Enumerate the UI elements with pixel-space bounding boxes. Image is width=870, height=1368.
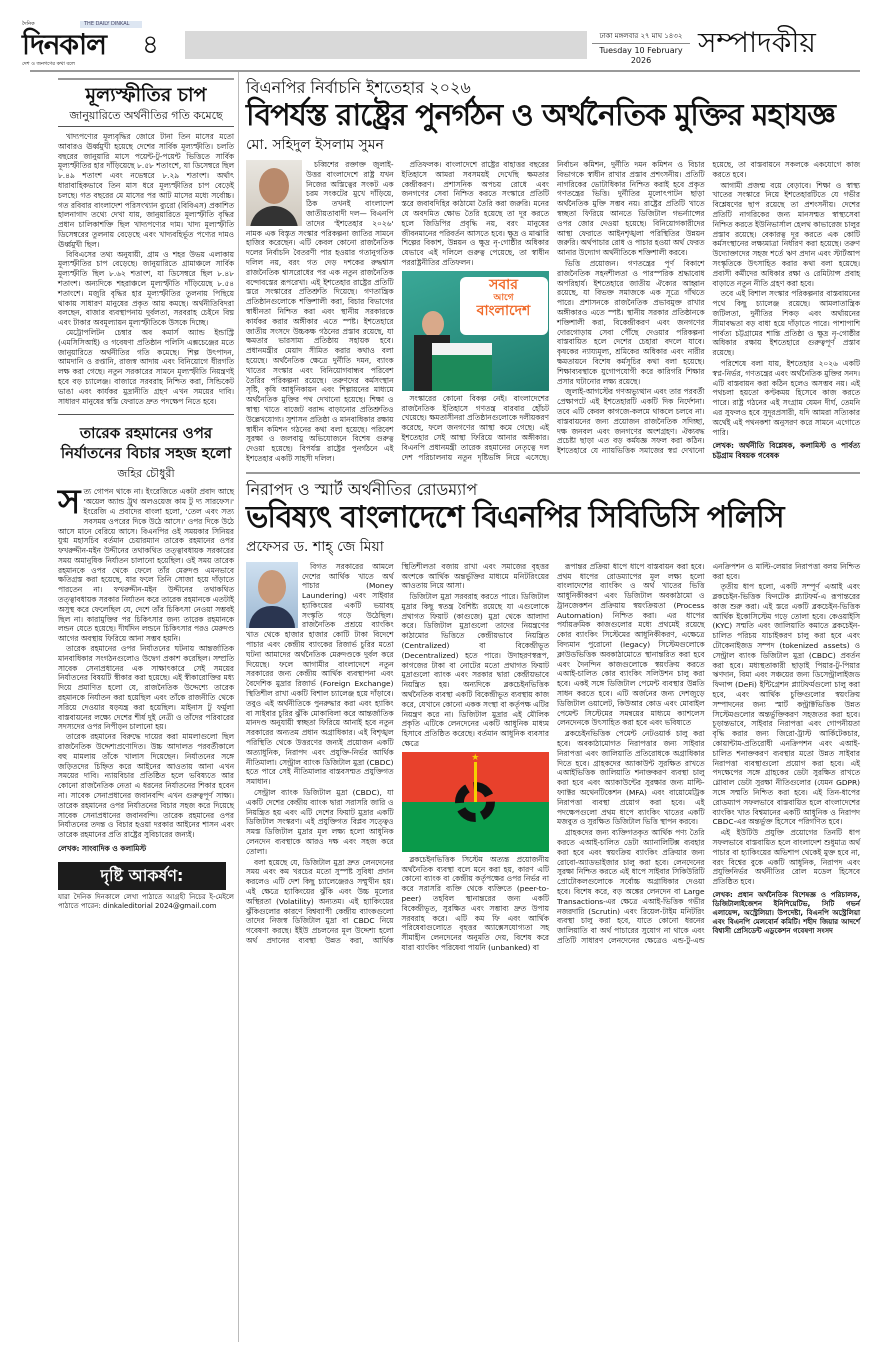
masthead-tag: THE DAILY DINKAL xyxy=(80,21,142,28)
notice-text: যারা দৈনিক দিনকালে লেখা পাঠাতে আগ্রহী নিচের ই-মেইলে পাঠাতে পারেন: dinkaleditorial 2024@gmail.com xyxy=(58,892,234,910)
drop-cap: স xyxy=(58,482,81,523)
divider xyxy=(58,414,234,415)
article-subtitle: জানুয়ারিতে অর্থনীতির গতি কমেছে xyxy=(58,108,234,127)
left-column xyxy=(58,78,234,911)
article-body: খাদ্যপণ্যের মূল্যবৃদ্ধির জোরে টানা তিন মাসের মতো আবারও ঊর্ধ্বমুখী হয়েছে দেশের সার্বিক মূল্যস্ফীতি। চলতি বছরের জানুয়ারি মাসে পয়েন্ট-টু-পয়েন্ট ভিত্তিতে সার্বিক মূল্যস্ফীতির হার দাঁড়িয়েছে ৮.৫৮ শতাংশে, যা ডিসেম্বরে ছিল ৮.৪৯ শতাংশ এবং নভেম্বরে ৮.২৯ শতাংশ। অর্থাৎ ধারাবাহিকভাবে তিন মাস ধরে মূল্যস্ফীতির চাপ বেড়েই চলছে। গত বছরের মে মাসের পর আট মাসের মধ্যে সর্বোচ্চ। গত রবিবার বাংলাদেশ পরিসংখ্যান ব্যুরো (বিবিএস) প্রকাশিত হালনাগাদ তথ্যে দেখা যায়, জানুয়ারিতে মূল্যস্ফীতি বৃদ্ধির প্রধান চালিকাশক্তি ছিল খাদ্যপণ্যের দাম। খাদ্য মূল্যস্ফীতি ডিসেম্বরের তুলনায় বেড়েছে এবং খাদ্যবহির্ভূত পণ্যের দামও ঊর্ধ্বমুখী ছিল। বিবিএসের তথ্য অনুযায়ী, গ্রাম ও শহর উভয় এলাকায় মূল্যস্ফীতির চাপ বেড়েছে। জানুয়ারিতে গ্রামাঞ্চলে সার্বিক মূল্যস্ফীতি ছিল ৮.৬২ শতাংশ, যা ডিসেম্বরে ছিল ৮.৪৮ শতাংশ। অন্যদিকে শহরাঞ্চলে মূল্যস্ফীতি দাঁড়িয়েছে ৮.৫৪ শতাংশে। মজুরি বৃদ্ধির হার মূল্যস্ফীতির তুলনায় পিছিয়ে থাকায় সাধারণ মানুষের প্রকৃত আয় কমছে। অর্থনীতিবিদরা বলছেন, বাজার ব্যবস্থাপনায় দুর্বলতা, সরবরাহ চেইনে বিঘ্ন এবং টাকার অবমূল্যায়ন মূল্যস্ফীতিকে উসকে দিচ্ছে। মেট্রোপলিটন চেম্বার অব কমার্স অ্যান্ড ইন্ডাস্ট্রি (এমসিসিআই) ও গবেষণা প্রতিষ্ঠান পলিসি এক্সচেঞ্জের মতে জানুয়ারিতে অর্থনীতির গতি কমেছে। শিল্প উৎপাদন, আমদানি ও রপ্তানি, রাজস্ব আদায় এবং বিনিয়োগে ধীরগতি লক্ষ করা গেছে। নতুন সরকারের সামনে মূল্যস্ফীতি নিয়ন্ত্রণই হবে বড় চ্যালেঞ্জ। বাজারে সরবরাহ নিশ্চিত করা, সিন্ডিকেট ভাঙা এবং কার্যকর মুদ্রানীতি গ্রহণ এখন সময়ের দাবি। সাধারণ মানুষের স্বস্তি ফেরাতে দ্রুত পদক্ষেপ নিতে হবে। xyxy=(58,132,234,406)
bnp-flag xyxy=(402,752,550,852)
page-number: ৪ xyxy=(142,30,159,60)
paddy-icon xyxy=(468,762,482,802)
article-kicker: বিএনপির নির্বাচনি ইশতেহার ২০২৬ xyxy=(246,78,471,97)
article-author: জহির চৌধুরী xyxy=(117,467,175,481)
masthead-small: দৈনিক xyxy=(22,21,35,27)
article-body: চব্বিশের রক্তাক্ত জুলাই-উত্তর বাংলাদেশে রাষ্ট্র যখন নিজের অস্তিত্বের সংকট এক চরম সংকটের মুখে দাঁড়িয়ে, ঠিক তখনই বাংলাদেশ জাতীয়তাবাদী দল— বিএনপি তাদের 'ইশতেহার ২০২৬' নামক এক বিস্তৃত সংস্কার পরিকল্পনা জাতির সামনে হাজির করেছেন। এটি কেবল কোনো রাজনৈতিক দলের নির্বাচনি বৈতরণী পার হওয়ার গতানুগতিক দলিল নয়, বরং গত দেড় দশকের রুদ্ধশ্বাস রাজনৈতিক শ্বাসরোধের পর এক নতুন রাজনৈতিক বন্দোবস্তের রূপরেখা। এই ইশতেহার রাষ্ট্রের প্রতিটি স্তরে সংস্কারের প্রতিশ্রুতি দিয়েছে। গণতান্ত্রিক প্রতিষ্ঠানগুলোকে শক্তিশালী করা, বিচার বিভাগের স্বাধীনতা নিশ্চিত করা এবং স্থানীয় সরকারকে কার্যকর করার অঙ্গীকার এতে স্পষ্ট। ইশতেহারে জাতীয় সংসদে উচ্চকক্ষ গঠনের প্রস্তাব রয়েছে, যা ক্ষমতার ভারসাম্য প্রতিষ্ঠায় সহায়ক হবে। প্রধানমন্ত্রীর মেয়াদ সীমিত করার কথাও বলা হয়েছে। অর্থনৈতিক ক্ষেত্রে দুর্নীতি দমন, ব্যাংক খাতের সংস্কার এবং বিনিয়োগবান্ধব পরিবেশ তৈরির পরিকল্পনা রয়েছে। তরুণদের কর্মসংস্থান সৃষ্টি, কৃষি আধুনিকায়ন এবং শিল্পায়নের মাধ্যমে অর্থনৈতিক মুক্তির পথ দেখানো হয়েছে। শিক্ষা ও স্বাস্থ্য খাতে বাজেট বরাদ্দ বাড়ানোর প্রতিশ্রুতিও উল্লেখযোগ্য। সুশাসন প্রতিষ্ঠা ও মানবাধিকার রক্ষায় স্বাধীন কমিশন গঠনের কথা বলা হয়েছে। পরিবেশ সুরক্ষা ও জলবায়ু অভিযোজনে বিশেষ গুরুত্ব দেওয়া হয়েছে। বিপর্যস্ত রাষ্ট্রের পুনর্গঠনে এই ইশতেহার একটি সাহসী দলিল। প্রতিফলক। বাংলাদেশে রাষ্ট্রের বাহাত্তর বছরের ইতিহাসে আমরা সবসময়ই দেখেছি ক্ষমতার কেন্দ্রীকরণ। প্রশাসনিক অপচয় রোধে এবং জনগণের সেবা নিশ্চিত করতে সংস্কারে প্রতিটি স্তরে জবাবদিহির কাঠামো তৈরি করা জরুরি। মনের যে অবদমিত ক্ষোভ তৈরি হয়েছে তা দূর করতে হলে জিডিপির প্রবৃদ্ধি নয়, বরং মানুষের জীবনমানের পরিবর্তন আসতে হবে। ক্ষুদ্র ও মাঝারি শিল্পের বিকাশ, উন্নয়ন ও ক্ষুদ্র নৃ-গোষ্ঠীর অধিকার যেভাবে এই দলিলে গুরুত্ব পেয়েছে, তা স্বাধীন পররাষ্ট্রনীতির প্রতিফলন। সবার আগে বাংলাদেশ সংস্কারের কোনো বিকল্প নেই। বাংলাদেশের রাজনৈতিক ইতিহাসে গণতন্ত্র বারবার হোঁচট খেয়েছে। ক্ষমতাসীনরা প্রতিষ্ঠানগুলোকে দলীয়করণ করেছে, ফলে জনগণের আস্থা কমে গেছে। এই ইশতেহার সেই আস্থা ফিরিয়ে আনার অঙ্গীকার। বিএনপি প্রধানমন্ত্রী তারেক রহমানের নেতৃত্বে দল দেশ পরিচালনায় নতুন দৃষ্টিভঙ্গি নিয়ে এসেছে। নির্বাচন কমিশন, দুর্নীতি দমন কমিশন ও বিচার বিভাগকে স্বাধীন রাখার প্রস্তাব প্রশংসনীয়। প্রতিটি নাগরিকের ভোটাধিকার নিশ্চিত করাই হবে প্রকৃত গণতন্ত্রের ভিত্তি। দুর্নীতির মূলোৎপাটন ছাড়া অর্থনৈতিক মুক্তি সম্ভব নয়। রাষ্ট্রের প্রতিটি খাতে স্বচ্ছতা ফিরিয়ে আনতে ডিজিটাল গভর্ন্যান্সের ওপর জোর দেওয়া হয়েছে। বিনিয়োগকারীদের আস্থা ফেরাতে আইনশৃঙ্খলা পরিস্থিতির উন্নয়ন জরুরি। অর্থপাচার রোধ ও পাচার হওয়া অর্থ ফেরত আনার উদ্যোগ অর্থনীতিকে শক্তিশালী করবে। ভিত্তি প্রয়োজন। গণতন্ত্রের পূর্ণ বিকাশে রাজনৈতিক সহনশীলতা ও পারস্পরিক শ্রদ্ধাবোধ অপরিহার্য। ইশতেহারে জাতীয় ঐক্যের আহ্বান রয়েছে, যা বিভক্ত সমাজকে এক সূত্রে গাঁথতে পারে। প্রশাসনকে রাজনৈতিক প্রভাবমুক্ত রাখার অঙ্গীকারও এতে স্পষ্ট। স্থানীয় সরকার প্রতিষ্ঠানকে শক্তিশালী করা, বিকেন্দ্রীকরণ এবং জনগণের দোরগোড়ায় সেবা পৌঁছে দেওয়ার পরিকল্পনা বাস্তবায়িত হলে দেশের চেহারা বদলে যাবে। কৃষকের ন্যায্যমূল্য, শ্রমিকের অধিকার এবং নারীর ক্ষমতায়নে বিশেষ কর্মসূচির কথা বলা হয়েছে। শিক্ষাব্যবস্থাকে যুগোপযোগী করে কারিগরি শিক্ষার প্রসার ঘটানোর লক্ষ্য রয়েছে। জুলাই-আগস্টের গণঅভ্যুত্থান এবং তার পরবর্তী প্রেক্ষাপটে এই ইশতেহারটি একটি দিক নির্দেশনা। তবে এটি কেবল কাগজে-কলমে থাকলে চলবে না। বাস্তবায়নের জন্য প্রয়োজন রাজনৈতিক সদিচ্ছা, দক্ষ জনবল এবং জনগণের অংশগ্রহণ। ঐক্যবদ্ধ প্রচেষ্টা ছাড়া এত বড় কর্মযজ্ঞ সফল করা কঠিন। ইশতেহারে যে ন্যায়ভিত্তিক সমাজের স্বপ্ন দেখানো হয়েছে, তা বাস্তবায়নে সকলকে একযোগে কাজ করতে হবে। আগামী প্রজন্ম বয়ে বেড়াবে। শিক্ষা ও স্বাস্থ্য খাতের সংস্কারে নিয়ে ইশতেহারটিতে যে গভীর বিশ্লেষণের ছাপ রয়েছে তা প্রশংসনীয়। দেশের প্রতিটি নাগরিকের জন্য মানসম্মত স্বাস্থ্যসেবা নিশ্চিত করতে ইউনিভার্সাল হেলথ কাভারেজ চালুর প্রস্তাব রয়েছে। বেকারত্ব দূর করতে এক কোটি কর্মসংস্থানের লক্ষ্যমাত্রা নির্ধারণ করা হয়েছে। তরুণ উদ্যোক্তাদের সহজ শর্তে ঋণ প্রদান এবং স্টার্টআপ সংস্কৃতিকে উৎসাহিত করার কথা বলা হয়েছে। প্রবাসী কর্মীদের অধিকার রক্ষা ও রেমিট্যান্স প্রবাহ বাড়াতে নতুন নীতি গ্রহণ করা হবে। তবে এই বিশাল সংস্কার পরিকল্পনার বাস্তবায়নের পথে কিছু চ্যালেঞ্জ রয়েছে। আমলাতান্ত্রিক জটিলতা, দুর্নীতির শিকড় এবং অর্থায়নের সীমাবদ্ধতা বড় বাধা হয়ে দাঁড়াতে পারে। পাশাপাশি পার্বত্য চট্টগ্রামের শান্তি প্রতিষ্ঠা ও ক্ষুদ্র নৃ-গোষ্ঠীর অধিকার রক্ষায় ইশতেহারে গুরুত্বপূর্ণ প্রস্তাব রয়েছে। পরিশেষে বলা যায়, ইশতেহার ২০২৬ একটি স্বপ্ন-নির্ভর, গণতন্ত্রের এবং অর্থনৈতিক মুক্তির সনদ। এটি বাস্তবায়ন করা কঠিন হলেও অসম্ভব নয়। এই পথচলা হয়তো কণ্টকময় হিসেবে কাজ করতে পারে। রাষ্ট্র গঠনের এই সংগ্রাম যেমন দীর্ঘ, তেমনি এর সুফলও হবে সুদূরপ্রসারী, যদি আমরা সত্যিকার অর্থেই এই পথনকশা অনুসরণ করে সামনে এগোতে পারি। লেখক: অর্থনীতি বিশ্লেষক, কলামিস্ট ও পার্বত্য চট্টগ্রাম বিষয়ক গবেষক xyxy=(246,160,860,463)
article-author: মো. সহিদুল ইসলাম সুমন xyxy=(246,137,384,153)
author-note: লেখক: অর্থনীতি বিশ্লেষক, কলামিস্ট ও পার্বত্য চট্টগ্রাম বিষয়ক গবেষক xyxy=(712,441,860,461)
article-kicker: নিরাপদ ও স্মার্ট অর্থনীতির রোডম্যাপ xyxy=(246,479,478,499)
date-bangla: ঢাকা মঙ্গলবার ২৭ মাঘ ১৪৩২ xyxy=(592,31,690,44)
author-photo xyxy=(246,160,302,226)
article-headline: ভবিষ্যৎ বাংলাদেশে বিএনপির সিবিডিসি পলিসি xyxy=(246,499,784,535)
column-divider xyxy=(238,72,239,1342)
article-title: মূল্যস্ফীতির চাপ xyxy=(58,78,234,108)
header-divider xyxy=(30,70,860,72)
header-bar xyxy=(185,31,587,59)
star-icon: ★ xyxy=(471,752,480,763)
author-note: লেখক: সাংবাদিক ও কলামিস্ট xyxy=(58,844,147,853)
masthead-logo: দিনকাল xyxy=(22,28,107,61)
article-photo xyxy=(402,271,550,391)
date-english: Tuesday 10 February 2026 xyxy=(599,46,683,65)
photo-banner: সবার আগে বাংলাদেশ xyxy=(476,276,531,319)
masthead-tagline: দেশ ও জনগণের কথা বলে xyxy=(22,61,75,67)
author-photo xyxy=(246,562,298,628)
main-region xyxy=(246,78,860,953)
article-body: বিগত সরকারের আমলে দেশের আর্থিক খাতে অর্থ পাচার (Money Laundering) এবং সাইবার হ্যাকিংয়ের একটি ভয়াবহ সংস্কৃতি গড়ে উঠেছিল। রাজনৈতিক প্রশ্রয়ে ব্যাংকিং খাত থেকে হাজার হাজার কোটি টাকা বিদেশে পাচার এবং কেন্দ্রীয় ব্যাংকের রিজার্ভ চুরির মতো ঘটনা আমাদের অর্থনৈতিক মেরুদণ্ডকে দুর্বল করে দিয়েছে। ফলে আগামীর বাংলাদেশে নতুন সরকারের জন্য কেন্দ্রীয় আর্থিক ব্যবস্থাপনা এবং বৈদেশিক মুদ্রার রিজার্ভ (Foreign Exchange) স্থিতিশীল রাখা একটি বিশাল চ্যালেঞ্জ হয়ে দাঁড়াবে। তবুও এই অর্থনীতিকে পুনরুদ্ধার করা এবং হ্যাকিং বা সাইবার চুরির ঝুঁকি মোকাবিলা করে আন্তর্জাতিক মানদণ্ড অনুযায়ী স্বচ্ছতা ফিরিয়ে আনাই হবে নতুন সরকারের অন্যতম প্রধান অগ্রাধিকার। এই বিশৃঙ্খল পরিস্থিতি থেকে উত্তরণের জন্যই প্রয়োজন একটি অত্যাধুনিক, নিরাপদ এবং প্রযুক্তি-নির্ভর আর্থিক নীতিমালা। সেন্ট্রাল ব্যাংক ডিজিটাল মুদ্রা (CBDC) হতে পারে সেই নীতিমালার বাস্তবসম্মত প্রযুক্তিগত সমাধান। সেন্ট্রাল ব্যাংক ডিজিটাল মুদ্রা (CBDC), যা একটি দেশের কেন্দ্রীয় ব্যাংক দ্বারা সরাসরি জারি ও নিয়ন্ত্রিত হয় এবং এটি দেশের ফিয়াট মুদ্রার একটি ডিজিটাল সংস্করণ। এই প্রযুক্তিগত বিপ্লব সত্ত্বেও সমস্ত ডিজিটাল মুদ্রার মূল লক্ষ্য হলো আধুনিক লেনদেন ব্যবস্থাকে আরও দক্ষ এবং সহজ করে তোলা। বলা হয়েছে যে, ডিজিটাল মুদ্রা দ্রুত লেনদেনের সময় এবং কম খরচের মতো সুস্পষ্ট সুবিধা প্রদান করলেও এটি দেশ কিছু চ্যালেঞ্জেরও সম্মুখীন হয়। এই ক্ষেত্রে হ্যাকিংয়ের ঝুঁকি এবং উচ্চ মূল্যের অস্থিরতা (Volatility) অন্যতম। এই হ্যাকিংয়ের ঝুঁকিগুলোর কারণে বিশ্বব্যাপী কেন্দ্রীয় ব্যাংকগুলো তাদের নিজস্ব ডিজিটাল মুদ্রা বা CBDC নিয়ে গবেষণা করছে। ইইউ প্রচলনের মূল উদ্দেশ্য হলো অর্থ প্রদানের ব্যবস্থা উন্নত করা, আর্থিক স্থিতিশীলতা বজায় রাখা এবং সমাজের বৃহত্তর অংশকে আর্থিক অন্তর্ভুক্তির মাধ্যমে মনিটরিংয়ের আওতায় নিয়ে আসা। ডিজিটাল মুদ্রা সরবরাহ করতে পারে। ডিজিটাল মুদ্রার কিছু স্বতন্ত্র বৈশিষ্ট্য রয়েছে যা এগুলোকে প্রথাগত ফিয়াট (কাগুজে) মুদ্রা থেকে আলাদা করে। ডিজিটাল মুদ্রাগুলো তাদের নিয়ন্ত্রণের কাঠামোর ভিত্তিতে কেন্দ্রীয়ভাবে নিয়ন্ত্রিত (Centralized) বা বিকেন্দ্রীভূত (Decentralized) হতে পারে। উদাহরণস্বরূপ, কাগজের টাকা বা নোটের মতো প্রথাগত ফিয়াট মুদ্রাগুলো ব্যাংক এবং সরকার দ্বারা কেন্দ্রীয়ভাবে নিয়ন্ত্রিত হয়। অন্যদিকে ব্লকচেইনভিত্তিক অর্থনৈতিক ব্যবস্থা একটি বিকেন্দ্রীভূত ব্যবস্থায় কাজ করে, যেখানে কোনো একক সংস্থা বা কর্তৃপক্ষ এটির নিয়ন্ত্রণ করে না। ডিজিটাল মুদ্রার এই মৌলিক প্রকৃতি এটিকে লেনদেনের একটি আধুনিক মাধ্যম হিসাবে প্রতিষ্ঠিত করেছে। বর্তমান আধুনিক ব্যবসার ক্ষেত্রে ★ ব্লকচেইনভিত্তিক সিস্টেম অত্যন্ত প্রয়োজনীয় অর্থনৈতিক ব্যবস্থা বলে মনে করা হয়, কারণ এটি কোনো ব্যাংক বা কেন্দ্রীয় কর্তৃপক্ষের ওপর নির্ভর না করে সরাসরি ব্যক্তি থেকে ব্যক্তিতে (peer-to-peer) তহবিল স্থানান্তরের জন্য একটি বিকেন্দ্রীভূত, সুরক্ষিত এবং সম্ভাব্য দ্রুত উপায় সরবরাহ করে। এটি কম ফি এবং আর্থিক পরিষেবাগুলোতে বৃহত্তর অ্যাক্সেসযোগ্যতা সহ সীমাহীন লেনদেনের অনুমতি দেয়, বিশেষ করে যারা ব্যাংকিং পরিষেবা পায়নি (unbanked) বা রূপান্তর প্রক্রিয়া ধাপে ধাপে বাস্তবায়ন করা হবে। প্রথম ধাপের রোডম্যাপের মূল লক্ষ্য হলো বাংলাদেশের ব্যাংকিং ও অর্থ খাতের ভিত্তি আধুনিকীকরণ এবং ডিজিটাল অবকাঠামো ও ট্রানজেকশন প্রক্রিয়ায় স্বয়ংক্রিয়তা (Process Automation) নিশ্চিত করা। এর ধাপের পর্যায়ক্রমিক কাজগুলোর মধ্যে প্রথমেই রয়েছে কোর ব্যাংকিং সিস্টেমের আধুনিকীকরণ, এক্ষেত্রে বিদ্যমান পুরোনো (legacy) সিস্টেমগুলোকে ক্লাউডভিত্তিক অবকাঠামোতে স্থানান্তরিত করা হবে এবং দৈনন্দিন কাজগুলোকে স্বয়ংক্রিয় করতে এআই-চালিত কোর ব্যাংকিং সলিউশন চালু করা হবে। একই সঙ্গে ডিজিটাল পেমেন্ট ব্যবস্থার উন্নতি সাধন করতে হবে। এটি অর্জনের জন্য দেশজুড়ে ডিজিটাল ওয়ালেট, কিউআর কোড এবং মোবাইল পেমেন্ট সিস্টেমের সমন্বয়ের মাধ্যমে ক্যাশলেস লেনদেনকে উৎসাহিত করা হবে এবং ভবিষ্যতে ব্লকচেইনভিত্তিক পেমেন্ট নেটওয়ার্ক চালু করা হবে। অবকাঠামোগত নিরাপত্তার জন্য সাইবার নিরাপত্তা এবং জালিয়াতি প্রতিরোধকে অগ্রাধিকার দিতে হবে। গ্রাহকদের অ্যাকাউন্ট সুরক্ষিত রাখতে এআইভিত্তিক জালিয়াতি শনাক্তকরণ ব্যবস্থা চালু করা হবে এবং অ্যাকাউন্টের সুরক্ষার জন্য মাল্টি-ফ্যাক্টর অথেনটিকেশন (MFA) এবং বায়োমেট্রিক নিরাপত্তা ব্যবস্থা প্রয়োগ করা হবে। এই পদক্ষেপগুলো প্রথম ধাপে ব্যাংকিং খাতের একটি মজবুত ও সুরক্ষিত ডিজিটাল ভিত্তি স্থাপন করবে। গ্রাহকদের জন্য ব্যক্তিগতকৃত আর্থিক পণ্য তৈরি করতে এআই-চালিত ডেটা অ্যানালিটিক্স ব্যবহার করা হবে এবং স্বয়ংক্রিয় ব্যাংকিং প্রক্রিয়ার জন্য রোবো-অ্যাডভাইজার চালু করা হবে। লেনদেনের সুরক্ষা নিশ্চিত করতে এই ধাপে সাইবার সিকিউরিটি প্রোটোকলগুলোকে সর্বোচ্চ অগ্রাধিকার দেওয়া হবে। বিশেষ করে, বড় অঙ্কের লেনদেন বা Large Transactions-এর ক্ষেত্রে এআই-ভিত্তিক গভীর নজরদারি (Scrutin) এবং রিয়েল-টাইম মনিটরিং ব্যবস্থা চালু করা হবে, যাতে কোনো ধরনের জালিয়াতি বা অর্থ পাচারের সুযোগ না থাকে এবং প্রতিটি সাধারণ লেনদেনের ক্ষেত্রেও এন্ড-টু-এন্ড এনক্রিপশন ও মাল্টি-লেয়ার নিরাপত্তা বলয় নিশ্চিত করা হবে। তৃতীয় ধাপ হলো, একটি সম্পূর্ণ এআই এবং ব্লকচেইন-ভিত্তিক ফিনটেক প্ল্যাটফর্ম-এ রূপান্তরের কাজ শুরু করা। এই স্তরে একটি ব্লকচেইন-ভিত্তিক আর্থিক ইকোসিস্টেম গড়ে তোলা হবে। কেওয়াইসি (KYC) সম্মতি এবং জালিয়াতি কমাতে ব্লকচেইন-চালিত পরিচয় যাচাইকরণ চালু করা হবে এবং টোকেনাইজড সম্পদ (tokenized assets) ও সেন্ট্রাল ব্যাংক ডিজিটাল মুদ্রা (CBDC) প্রবর্তন করা হবে। মধ্যস্থতাকারী ছাড়াই পিয়ার-টু-পিয়ার ঋণদান, বিমা এবং সঞ্চয়ের জন্য ডিসেন্ট্রালাইজড ফিনান্স (DeFi) ইন্টিগ্রেশন প্ল্যাটফর্মগুলো চালু করা হবে, এবং আর্থিক চুক্তিগুলোর স্বয়ংক্রিয় সম্পাদনের জন্য স্মার্ট কন্ট্রাক্টভিত্তিক উন্নত সিস্টেমগুলোর অন্তর্ভুক্তিকরণ সহজতর করা হবে। চূড়ান্তভাবে, সাইবার নিরাপত্তা এবং গোপনীয়তা বৃদ্ধি করার জন্য জিরো-ট্রাস্ট আর্কিটেকচার, কোয়ান্টাম-প্রতিরোধী এনক্রিপশন এবং এআই-চালিত শনাক্তকরণ ব্যবস্থার মতো উন্নত সাইবার নিরাপত্তা ব্যবস্থাগুলো প্রয়োগ করা হবে। এই পদক্ষেপের সঙ্গে গ্রাহকের ডেটা সুরক্ষিত রাখতে গ্লোবাল ডেটা সুরক্ষা নীতিগুলোর (যেমন GDPR) সঙ্গে সম্মতি নিশ্চিত করা হবে। এই তিন-ধাপের রোডম্যাপ সফলভাবে বাস্তবায়িত হলে বাংলাদেশের ব্যাংকিং খাত বিশ্বমানের একটি আধুনিক ও নিরাপদ CBDC-এর অন্তর্ভুক্ত হিসেবে পরিগণিত হবে। এই ইউটিউ প্রযুক্তি প্রয়োগের তিনটি ধাপ সফলভাবে বাস্তবায়িত হলে বাংলাদেশ শুধুমাত্র অর্থ পাচার বা হ্যাকিংয়ের অভিশাপ থেকেই মুক্ত হবে না, বরং বিশ্বের বুকে একটি আধুনিক, নিরাপদ এবং প্রযুক্তিনির্ভর অর্থনীতির রোল মডেল হিসেবে প্রতিষ্ঠিত হবে। লেখক: প্রধান অর্থনৈতিক বিশেষজ্ঞ ও পরিচালক, ডিজিটালাইজেশন ইনিশিয়েটিভ, সিটি গভর্ন এলায়েন্স, অস্ট্রেলিয়া। উপদেষ্টা, বিএনপি অস্ট্রেলিয়া এবং বিএনপি মেলবোর্ন কমিটি। শহীদ জিয়ার আদর্শে বিশ্বাসী প্রেসিডেন্ট এডুকেশন গবেষণা সংসদ xyxy=(246,561,860,953)
article-headline: বিপর্যস্ত রাষ্ট্রের পুনর্গঠন ও অর্থনৈতিক মুক্তির মহাযজ্ঞ xyxy=(246,98,835,133)
notice-title: দৃষ্টি আকর্ষণ: xyxy=(58,862,226,890)
article-body: স ত্য গোপন থাকে না। ইংরেজিতে একটা প্রবাদ আছে 'অয়েল অ্যান্ড ট্রুথ অলওয়েজ কাম টু দ্য সারফেস।' ইংরেজি এ প্রবাদের বাংলা হলো, 'তেল এবং সত্য সবসময় ওপরের দিকে উঠে আসে।' ওপর দিকে উঠে আসে মানে বেরিয়ে আসে। বিএনপির ওই সময়কার সিনিয়র যুগ্ম মহাসচিব বর্তমান চেয়ারম্যান তারেক রহমানের ওপর ফখরুদ্দীন-মইন উদ্দীনের তথাকথিত তত্ত্বাবধায়ক সরকারের সময় অমানুষিক নির্যাতন চালানো হয়েছিল। ওই সময় তারেক রহমানকে ওপর থেকে ফেলে তাঁর মেরুদণ্ড এমনভাবে ক্ষতিগ্রস্ত করা হয়েছে, যার ফলে তিনি সোজা হয়ে দাঁড়াতে পারতেন না। ফখরুদ্দীন-মইন উদ্দীনের তথাকথিত তত্ত্বাবধায়ক সরকার নির্যাতন করে তারেক রহমানকে এতটাই অসুস্থ করে ফেলেছিল যে, দেশে তাঁর চিকিৎসা নেওয়া সম্ভবই ছিল না। কারামুক্তির পর চিকিৎসার জন্য তারেক রহমানকে লন্ডন যেতে হয়েছে। দীর্ঘদিন লন্ডনে চিকিৎসার পরও মেরুদণ্ড আগের অবস্থায় ফিরিয়ে আনা সম্ভব হয়নি। তারেক রহমানের ওপর নির্যাতনের ঘটনায় আন্তর্জাতিক মানবাধিকার সংগঠনগুলোও উদ্বেগ প্রকাশ করেছিল। সম্প্রতি সাবেক সেনাপ্রধানের এক সাক্ষাৎকারে সেই সময়ের নির্যাতনের বিষয়টি স্বীকার করা হয়েছে। এই স্বীকারোক্তির মধ্য দিয়ে প্রমাণিত হলো যে, রাজনৈতিক উদ্দেশ্যে তারেক রহমানকে নির্যাতন করা হয়েছিল এবং তাঁকে রাজনীতি থেকে সরিয়ে দেওয়ার ষড়যন্ত্র করা হয়েছিল। মাইনাস টু ফর্মুলা বাস্তবায়নের লক্ষ্যে দেশের শীর্ষ দুই নেত্রী ও তাঁদের পরিবারের সদস্যদের ওপর নিপীড়ন চালানো হয়। তারেক রহমানের বিরুদ্ধে দায়ের করা মামলাগুলো ছিল রাজনৈতিক উদ্দেশ্যপ্রণোদিত। উচ্চ আদালত পরবর্তীকালে বহু মামলায় তাঁকে খালাস দিয়েছেন। নির্যাতনের সঙ্গে জড়িতদের চিহ্নিত করে আইনের আওতায় আনা এখন সময়ের দাবি। ন্যায়বিচার প্রতিষ্ঠিত হলে ভবিষ্যতে আর কোনো রাজনৈতিক নেতা এ ধরনের নির্যাতনের শিকার হবেন না। সাবেক সেনাপ্রধানের জবানবন্দি এখন গুরুত্বপূর্ণ সাক্ষ্য। তারেক রহমানের ওপর নির্যাতনের বিচার সহজ করে দিয়েছে সাবেক সেনাপ্রধানের জবানবন্দি। তারেক রহমানের ওপর নির্যাতনের তদন্ত ও বিচার হওয়া দরকার আইনের শাসন এবং তারেক রহমানের প্রতি রাষ্ট্রের সুবিচারের জন্যই। xyxy=(58,482,234,840)
section-divider xyxy=(246,472,860,474)
article-author: প্রফেসর ড. শাহ্ জে মিয়া xyxy=(246,538,384,555)
article-title: তারেক রহমানের ওপর নির্যাতনের বিচার সহজ হলো xyxy=(60,424,232,463)
section-title: সম্পাদকীয় xyxy=(698,26,816,59)
author-note: লেখক: প্রধান অর্থনৈতিক বিশেষজ্ঞ ও পরিচালক, ডিজিটালাইজেশন ইনিশিয়েটিভ, সিটি গভর্ন এলায়েন্স, অস্ট্রেলিয়া। উপদেষ্টা, বিএনপি অস্ট্রেলিয়া এবং বিএনপি মেলবোর্ন কমিটি। শহীদ জিয়ার আদর্শে বিশ্বাসী প্রেসিডেন্ট এডুকেশন গবেষণা সংসদ xyxy=(712,891,860,935)
